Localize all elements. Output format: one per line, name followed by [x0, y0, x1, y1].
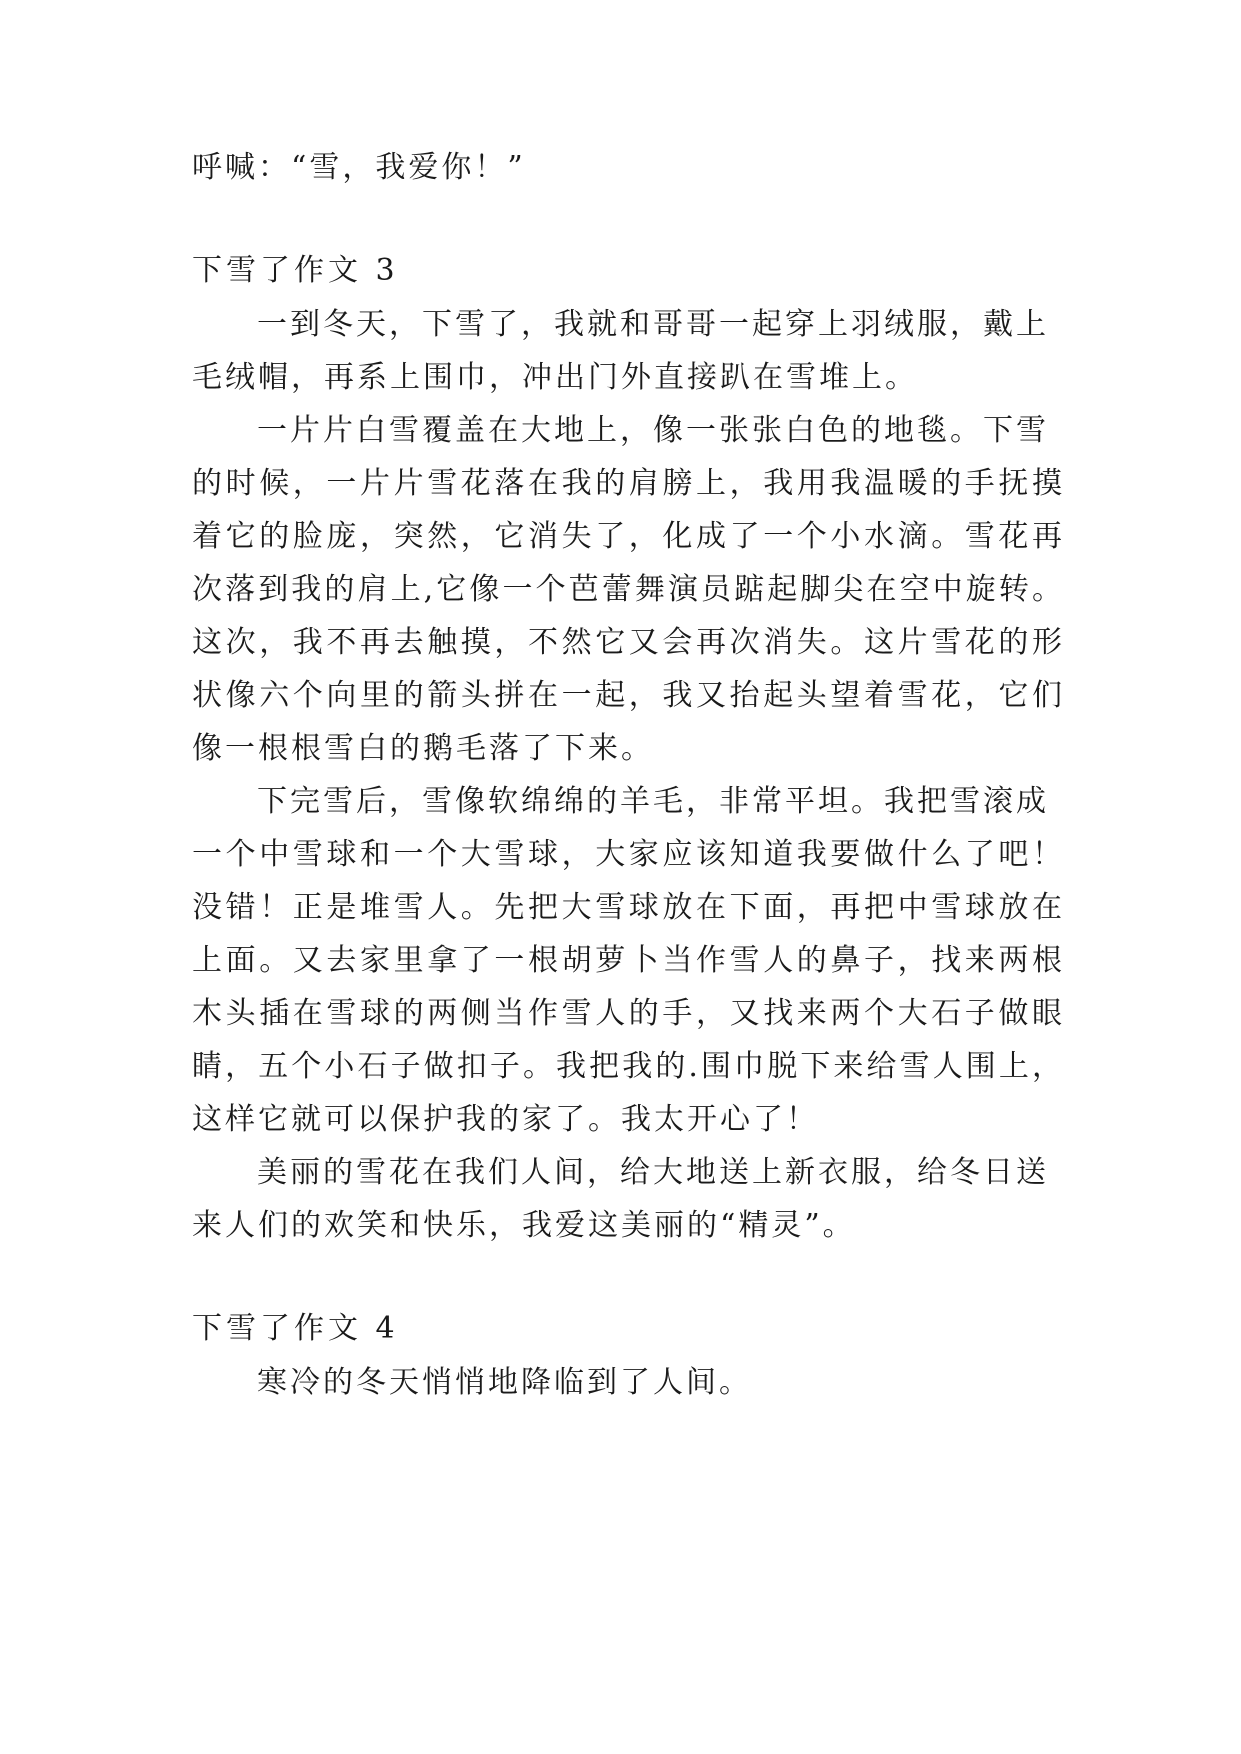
- paragraph-line: 一到冬天，下雪了，我就和哥哥一起穿上羽绒服，戴上: [257, 307, 1049, 342]
- text-line: 呼喊：“雪，我爱你！”: [192, 150, 526, 185]
- document-page: [192, 0, 1062, 1754]
- paragraph-line: 状像六个向里的箭头拼在一起，我又抬起头望着雪花，它们: [192, 678, 1062, 713]
- paragraph-line: 着它的脸庞，突然，它消失了，化成了一个小水滴。雪花再: [192, 519, 1062, 554]
- paragraph-line: 美丽的雪花在我们人间，给大地送上新衣服，给冬日送: [257, 1155, 1049, 1190]
- paragraph-line: 一片片白雪覆盖在大地上，像一张张白色的地毯。下雪: [257, 413, 1049, 448]
- paragraph-line: 这次，我不再去触摸，不然它又会再次消失。这片雪花的形: [192, 625, 1062, 660]
- paragraph-line: 像一根根雪白的鹅毛落了下来。: [192, 731, 654, 766]
- paragraph-line: 木头插在雪球的两侧当作雪人的手，又找来两个大石子做眼: [192, 996, 1062, 1031]
- section-heading: 下雪了作文 4: [192, 1311, 399, 1346]
- paragraph-line: 上面。又去家里拿了一根胡萝卜当作雪人的鼻子，找来两根: [192, 943, 1062, 978]
- paragraph-line: 睛，五个小石子做扣子。我把我的.围巾脱下来给雪人围上，: [192, 1049, 1062, 1084]
- paragraph-line: 次落到我的肩上,它像一个芭蕾舞演员踮起脚尖在空中旋转。: [192, 572, 1062, 607]
- section-heading: 下雪了作文 3: [192, 253, 399, 288]
- paragraph-line: 来人们的欢笑和快乐，我爱这美丽的“精灵”。: [192, 1208, 856, 1243]
- paragraph-line: 一个中雪球和一个大雪球，大家应该知道我要做什么了吧！: [192, 837, 1062, 872]
- paragraph-line: 没错！正是堆雪人。先把大雪球放在下面，再把中雪球放在: [192, 890, 1062, 925]
- paragraph-line: 寒冷的冬天悄悄地降临到了人间。: [257, 1365, 752, 1400]
- paragraph-line: 这样它就可以保护我的家了。我太开心了！: [192, 1102, 819, 1137]
- paragraph-line: 毛绒帽，再系上围巾，冲出门外直接趴在雪堆上。: [192, 360, 918, 395]
- paragraph-line: 下完雪后，雪像软绵绵的羊毛，非常平坦。我把雪滚成: [257, 784, 1049, 819]
- paragraph-line: 的时候，一片片雪花落在我的肩膀上，我用我温暖的手抚摸: [192, 466, 1062, 501]
